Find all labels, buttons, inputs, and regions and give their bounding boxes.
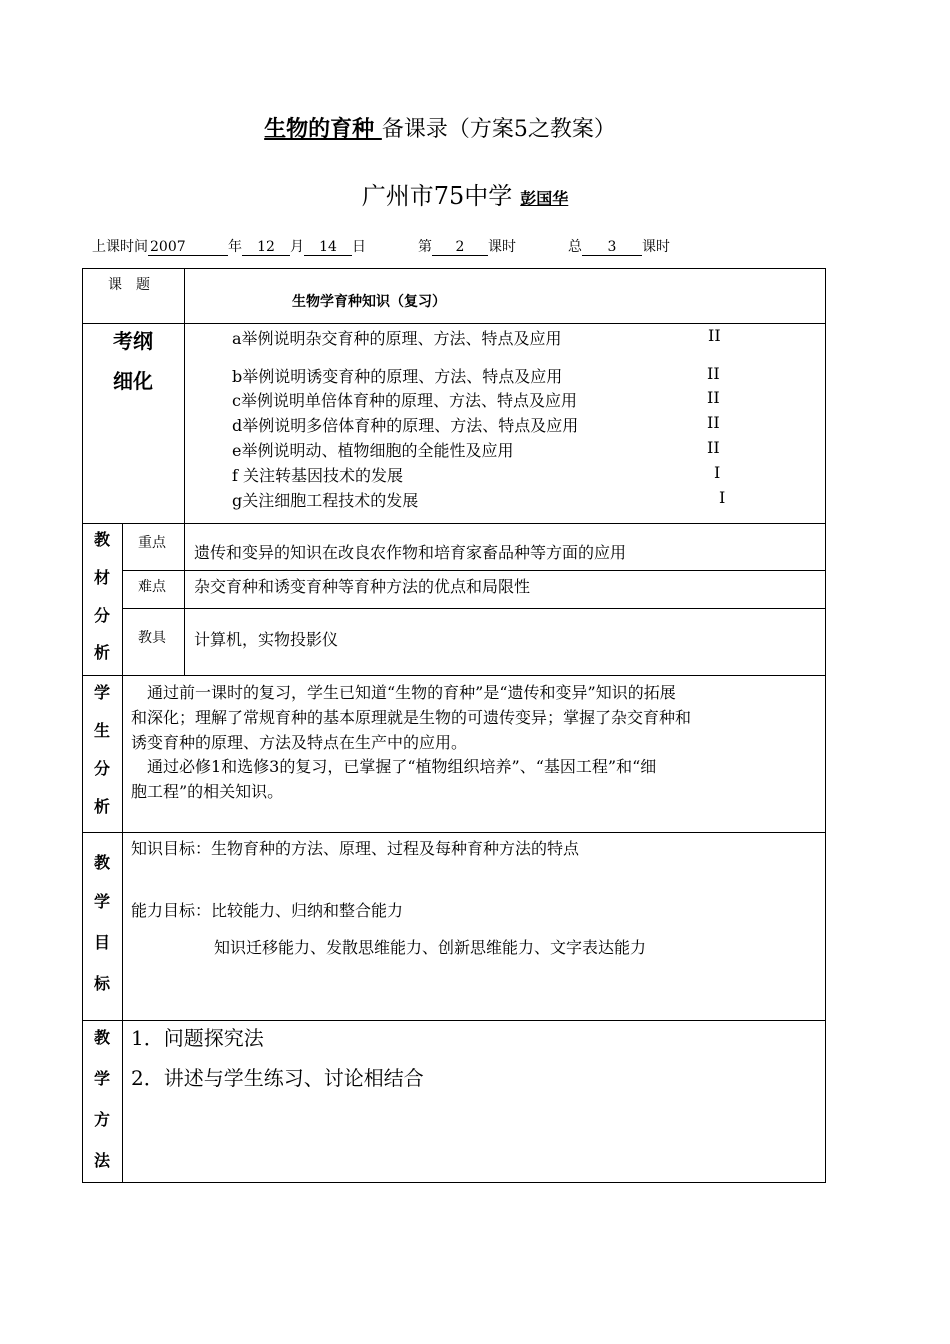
- materials-label-3: 分: [93, 606, 110, 625]
- topic-label: 课 题: [108, 277, 150, 293]
- syllabus-level-e: II: [707, 438, 720, 457]
- students-label-2: 生: [93, 721, 110, 740]
- school-line: [0, 176, 930, 211]
- year-value: 2007: [148, 239, 228, 256]
- syllabus-item-e: e举例说明动、植物细胞的全能性及应用: [232, 441, 514, 460]
- students-p1-line2: 和深化；理解了常规育种的基本原理就是生物的可遗传变异；掌握了杂交育种和: [131, 708, 692, 727]
- goals-label-1: 教: [93, 853, 110, 872]
- syllabus-label-2: 细化: [113, 369, 153, 393]
- knowledge-goal: 知识目标：生物育种的方法、原理、过程及每种育种方法的特点: [131, 839, 580, 858]
- students-p1-line1: 通过前一课时的复习，学生已知道“生物的育种”是“遗传和变异”知识的拓展: [131, 683, 676, 702]
- goals-label-4: 标: [93, 974, 110, 993]
- teaching-tools-label: 教具: [138, 630, 166, 646]
- syllabus-item-d: d举例说明多倍体育种的原理、方法、特点及应用: [232, 416, 579, 435]
- goals-label-3: 目: [93, 933, 110, 952]
- syllabus-level-a: II: [708, 326, 721, 345]
- materials-label-1: 教: [93, 530, 110, 549]
- methods-label-3: 方: [93, 1110, 110, 1129]
- key-point-label: 重点: [138, 535, 166, 551]
- syllabus-item-c: c举例说明单倍体育种的原理、方法、特点及应用: [232, 391, 577, 410]
- lesson-label: 第: [418, 239, 432, 255]
- syllabus-level-f: I: [714, 463, 721, 482]
- month-unit: 月: [290, 239, 304, 255]
- materials-label-2: 材: [93, 568, 110, 587]
- school-name: 广州市75中学: [361, 182, 513, 210]
- topic-value: 生物学育种知识（复习）: [292, 294, 446, 310]
- day-unit: 日: [352, 239, 366, 255]
- key-point-value: 遗传和变异的知识在改良农作物和培育家畜品种等方面的应用: [194, 543, 627, 562]
- methods-label-4: 法: [93, 1151, 110, 1170]
- students-p1-line3: 诱变育种的原理、方法及特点在生产中的应用。: [131, 733, 468, 752]
- lesson-number: 2: [432, 239, 488, 256]
- syllabus-item-f: f 关注转基因技术的发展: [232, 466, 404, 485]
- total-unit: 课时: [642, 239, 670, 255]
- materials-label-4: 析: [93, 643, 110, 662]
- syllabus-level-c: II: [707, 388, 720, 407]
- teacher-name: 彭国华: [520, 189, 569, 208]
- year-unit: 年: [228, 239, 242, 255]
- students-p2-line1: 通过必修1和选修3的复习，已掌握了“植物组织培养”、“基因工程”和“细: [131, 757, 657, 776]
- methods-label-2: 学: [93, 1069, 110, 1088]
- syllabus-level-d: II: [707, 413, 720, 432]
- total-number: 3: [582, 239, 642, 256]
- time-label: 上课时间: [92, 239, 148, 255]
- document-title: [0, 112, 880, 143]
- title-rest: 备课录（方案5之教案）: [381, 117, 616, 142]
- month-value: 12: [242, 239, 290, 256]
- teaching-tools-value: 计算机，实物投影仪: [194, 630, 339, 649]
- title-underlined: 生物的育种: [264, 117, 382, 142]
- goals-label-2: 学: [93, 892, 110, 911]
- difficulty-label: 难点: [138, 579, 166, 595]
- ability-goal-more: 知识迁移能力、发散思维能力、创新思维能力、文字表达能力: [214, 938, 647, 957]
- total-label: 总: [568, 239, 582, 255]
- syllabus-label-1: 考纲: [113, 329, 153, 353]
- method-item-1: 1．问题探究法: [131, 1026, 264, 1050]
- lesson-timeline: [92, 236, 670, 256]
- difficulty-value: 杂交育种和诱变育种等育种方法的优点和局限性: [194, 577, 531, 596]
- syllabus-item-b: b举例说明诱变育种的原理、方法、特点及应用: [232, 367, 563, 386]
- syllabus-item-g: g关注细胞工程技术的发展: [232, 491, 419, 510]
- lesson-unit: 课时: [488, 239, 516, 255]
- ability-goal: 能力目标：比较能力、归纳和整合能力: [131, 901, 404, 920]
- students-p2-line2: 胞工程”的相关知识。: [131, 782, 284, 801]
- syllabus-level-b: II: [707, 364, 720, 383]
- students-label-4: 析: [93, 797, 110, 816]
- method-item-2: 2．讲述与学生练习、讨论相结合: [131, 1066, 424, 1090]
- syllabus-level-g: I: [719, 488, 726, 507]
- students-label-1: 学: [93, 683, 110, 702]
- students-label-3: 分: [93, 759, 110, 778]
- syllabus-item-a: a举例说明杂交育种的原理、方法、特点及应用: [232, 329, 562, 348]
- day-value: 14: [304, 239, 352, 256]
- methods-label-1: 教: [93, 1028, 110, 1047]
